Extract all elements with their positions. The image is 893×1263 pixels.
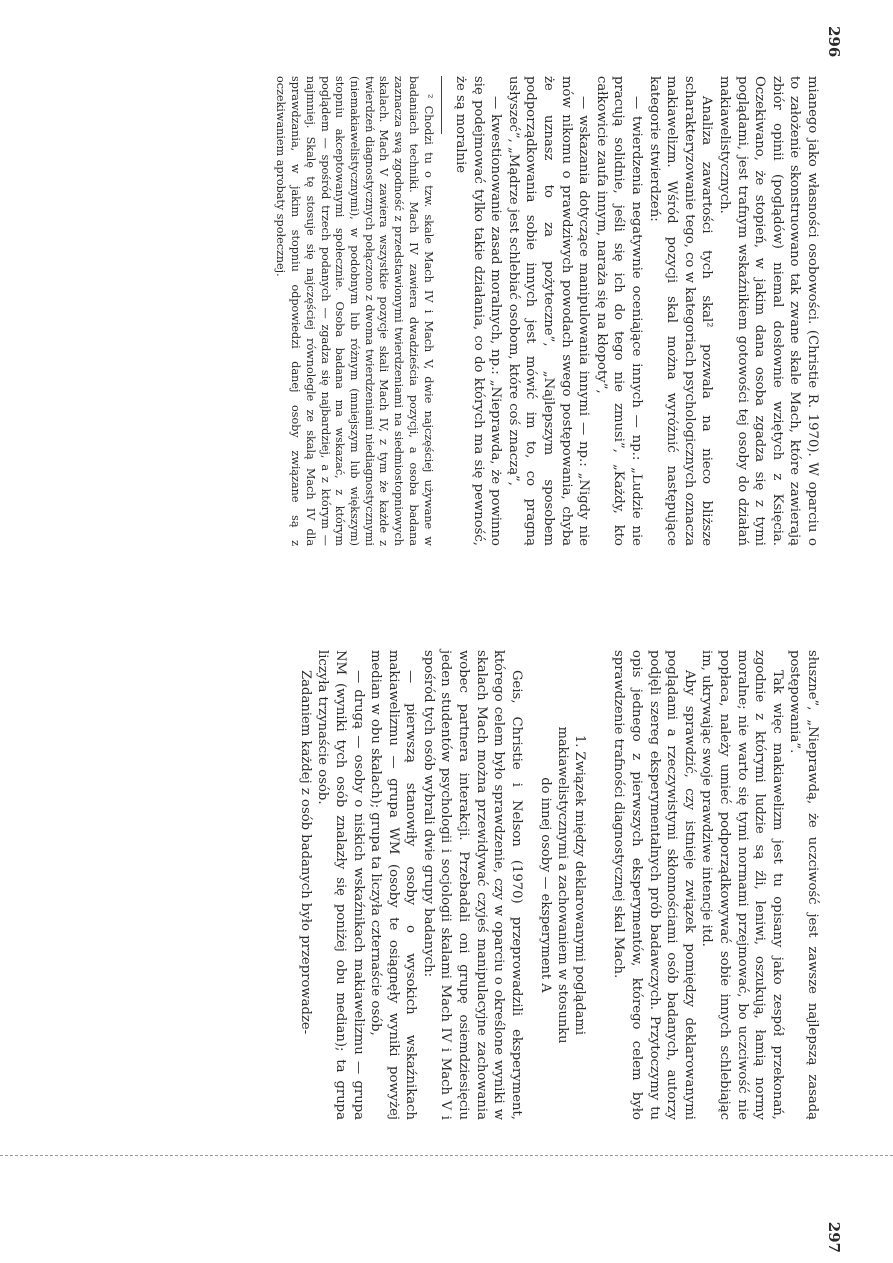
page-edge-divider [0,1155,893,1159]
section-heading [537,650,588,1120]
heading-line-1: 1. Związek między deklarowanymi poglądami [571,735,587,1035]
paragraph-1: słuszne”, „Nieprawdą, że uczciwość jest zawsze najlepszą zasadą postępowania”. [787,650,820,1120]
list-item-high-mach: — pierwszą stanowiły osoby o wysokich wskaźnikach makiawelizmu — grupa WM (osoby te osiągnęły wyniki powyżej median w obu skalach); grupa ta liczyła czternaście osób, [368,650,419,1120]
heading-line-3: do innej osoby — eksperyment A [537,777,553,993]
text-column [296,650,821,1120]
list-item-manipulation: — wskazania dotyczące manipulowania innymi — np.: „Nigdy nie mów nikomu o prawdziwych powodach swego postępowania, chyba że uznasz to za pożyteczne”, „Najlepszym sposobem podporządkowania sobie innych jest mówić im to, co pragną usłyszeć”, „Mądrze jest schlebiać osobom, które coś znaczą”, [505,76,592,546]
page-297 [0,640,893,1263]
heading-line-2: makiawelistycznymi a zachowaniem w stosunku [554,726,570,1044]
list-item-negative-assessment: — twierdzenia negatywnie oceniające innych — np.: „Ludzie nie pracują solidnie, jeśli się ich do tego nie zmusi”, „Każdy, kto całkowicie zaufa innym, naraża się na kłopoty”, [593,76,645,546]
paragraph-3: Aby sprawdzić, czy istnieje związek pomiędzy deklarowanymi poglądami a rzeczywistymi skłonnościami osób badanych, autorzy podjęli szereg eksperymentalnych prób badawczych. Przytoczymy tu opis jednego z pierwszych eksperymentów, którego celem było sprawdzenie trafności diagnostycznej skal Mach. [611,650,697,1120]
footnote-rule [441,76,442,134]
list-item-moral-questioning: — kwestionowanie zasad moralnych, np.: „Nieprawda, że powinno się podejmować tylko takie działania, co do których ma się pewność, że są moralnie [453,76,504,546]
text-column [273,76,821,546]
paragraph-5: Zadaniem każdej z osób badanych było przeprowadze- [297,670,313,1035]
paragraph-1: mianego jako własności osobowości. (Christie R. 1970). W oparciu o to założenie skonstruowano tak zwane skale Mach, które zawierają zbiór opinii (poglądów) niemal dosłownie wziętych z Księcia. Oczekiwano, że stopień, w jakim dana osoba zgadza się z tymi poglądami, jest trafnym wskaźnikiem gotowości tej osoby do działań makiawelistycznych. [717,76,820,546]
footnote: ² Chodzi tu o tzw. skale Mach IV i Mach V, dwie najczęściej używane w badaniach techniki. Mach IV zawiera dwadzieścia pozycji, a osoba badana zaznacza swą zgodność z przedstawionymi twierdzeniami na siedmiostopniowych skalach. Mach V zawiera wszystkie pozycje skali Mach IV, z tym że każde z twierdzeń diagnostycznych połączono z dwoma twierdzeniami niediagnostycznymi (niemakiawelistycznymi), w podobnym lub różnym (mniejszym lub większym) stopniu akceptowanymi społecznie. Osoba badana ma wskazać, z którym poglądem — spośród trzech podanych — zgadza się najbardziej, a z którym — najmniej. Skalę tę stosuje się najczęściej równolegle ze skalą Mach IV dla sprawdzania, w jakim stopniu odpowiedzi danej osoby związane są z oczekiwaniem aprobaty społecznej. [274,76,435,546]
paragraph-4: Geis, Christie i Nelson (1970) przeprowadzili eksperyment, którego celem było sprawdzenie, czy w oparciu o określone wyniki w skalach Mach można przewidywać czyjeś manipulacyjne zachowania wobec partnera interakcji. Przebadali oni grupę osiemdziesięciu jeden studentów psychologii i socjologii skalami Mach IV i Mach V i spośród tych osób wybrali dwie grupy badanych: [420,650,524,1120]
page-number: 297 [825,1221,843,1253]
paragraph-2: Tak więc makiawelizm jest tu opisany jako zespół przekonań, zgodnie z którymi ludzie są źli, leniwi, oszukują, łamią normy moralne; nie warto się tymi normami przejmować, bo uczciwość nie popłaca, należy umieć podporządkowywać sobie innych schlebiając im, ukrywając swoje prawdziwe intencje itd. [699,650,785,1120]
paragraph-2: Analiza zawartości tych skal² pozwala na nieco bliższe scharakteryzowanie tego, co w kategoriach psychologicznych oznacza makiawelizm. Wśród pozycji skal można wyróżnić następujące kategorie stwierdzeń: [646,76,715,547]
list-item-low-mach: — drugą — osoby o niskich wskaźnikach makiawelizmu — grupa NM (wyniki tych osób znalazły się poniżej obu median); ta grupa liczyła trzynaście osób. [315,650,366,1120]
page-number: 296 [825,26,843,58]
